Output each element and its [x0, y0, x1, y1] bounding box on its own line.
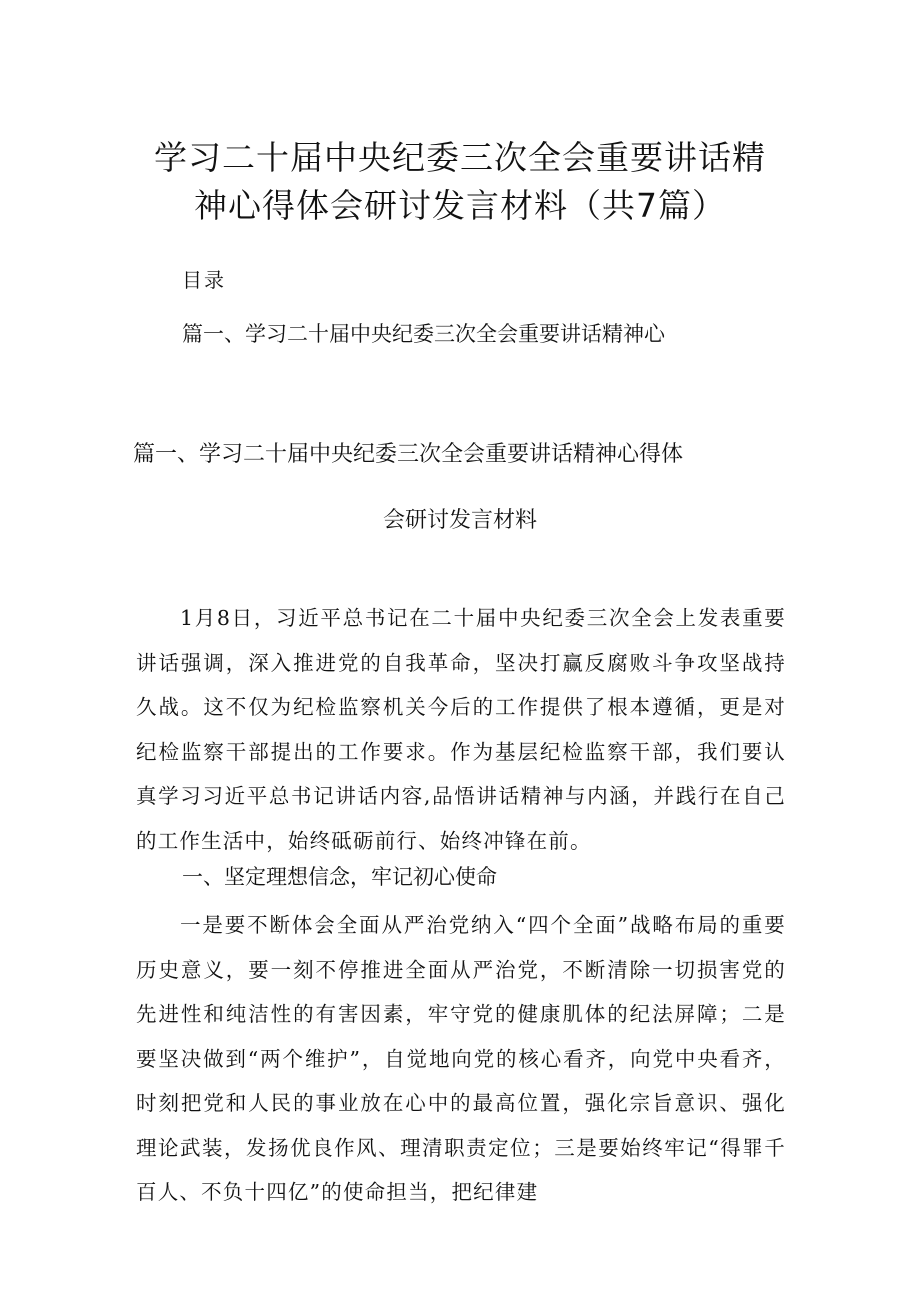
section-title-line-1: 篇一、学习二十届中央纪委三次全会重要讲话精神心得体: [133, 442, 684, 467]
title-line-1: 学习二十届中央纪委三次全会重要讲话精: [154, 138, 766, 177]
toc-label: 目录: [182, 268, 226, 292]
section-heading-1: 一、坚定理想信念，牢记初心使命: [182, 865, 497, 889]
body-paragraph-2: 一是要不断体会全面从严治党纳入“四个全面”战略布局的重要历史意义，要一刻不停推进全面从严治党，不断清除一切损害党的先进性和纯洁性的有害因素，牢守党的健康肌体的纪法屏障；二是要坚决做到“两个维护”，自觉地向党的核心看齐，向党中央看齐，时刻把党和人民的事业放在心中的最高位置，强化宗旨意识、强化理论武装，发扬优良作风、理清职责定位；三是要始终牢记“得罪千百人、不负十四亿”的使命担当，把纪律建: [136, 913, 786, 1204]
toc-item-1[interactable]: 篇一、学习二十届中央纪委三次全会重要讲话精神心: [182, 322, 665, 346]
document-title: [0, 134, 920, 230]
title-line-2: 神心得体会研讨发言材料（共7篇）: [194, 186, 726, 225]
body-paragraph-1: 1月8日，习近平总书记在二十届中央纪委三次全会上发表重要讲话强调，深入推进党的自我革命，坚决打赢反腐败斗争攻坚战持久战。这不仅为纪检监察机关今后的工作提供了根本遵循，更是对纪检监察干部提出的工作要求。作为基层纪检监察干部，我们要认真学习习近平总书记讲话内容,品悟讲话精神与内涵，并践行在自己的工作生活中，始终砥砺前行、始终冲锋在前。: [136, 606, 786, 853]
section-title-line-2: 会研讨发言材料: [382, 508, 537, 533]
